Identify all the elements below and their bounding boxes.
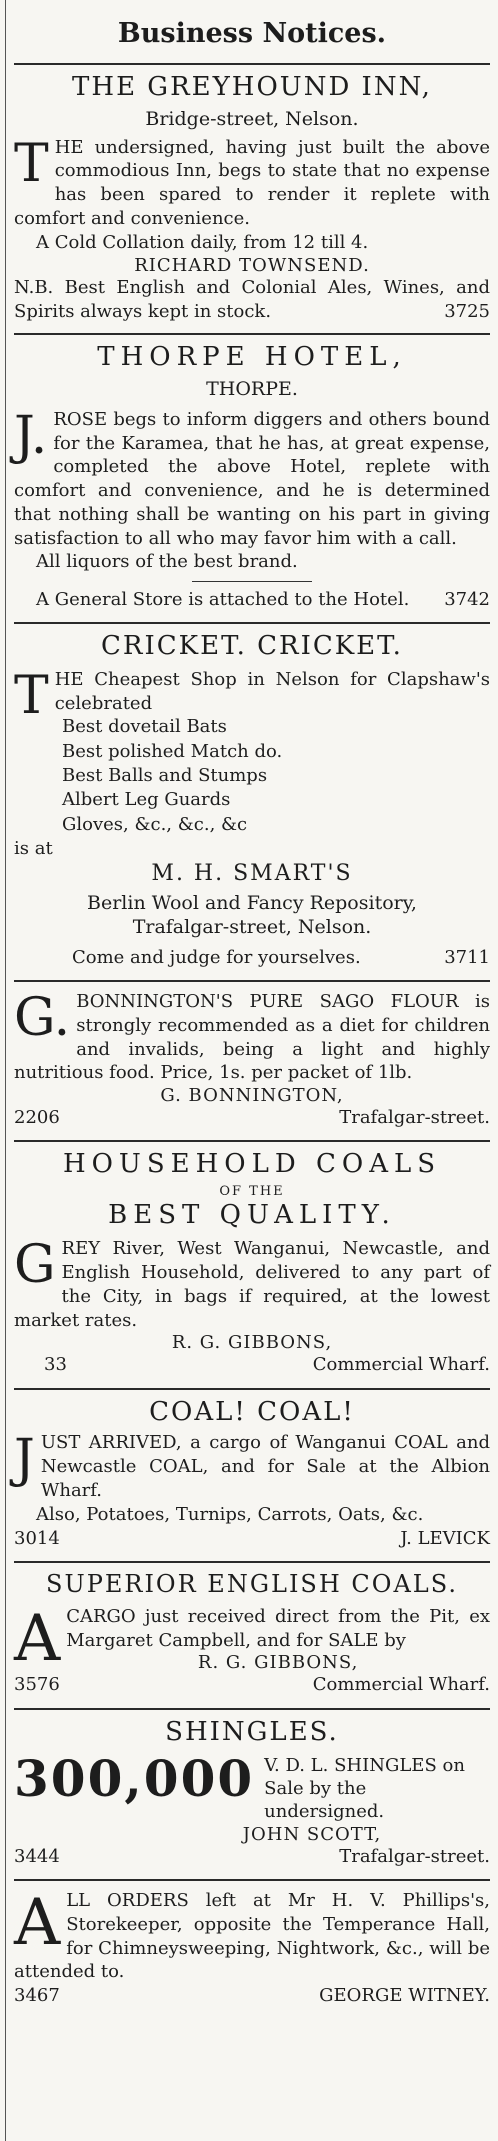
ad-street: Trafalgar-street. <box>339 1107 490 1129</box>
ad-greyhound-inn <box>14 63 490 335</box>
ad-title: SHINGLES. <box>165 1716 339 1747</box>
ad-chimney-orders <box>14 1881 490 2018</box>
ad-body <box>14 1237 490 1332</box>
divider <box>192 581 312 582</box>
ad-footer <box>14 1673 490 1697</box>
ad-number: 3711 <box>444 946 490 968</box>
ad-signature: GEORGE WITNEY. <box>319 1985 490 2007</box>
ad-of-the: OF THE <box>219 1184 285 1200</box>
ad-number: 33 <box>44 1354 67 1376</box>
drop-capital: J <box>14 1429 35 1490</box>
section-heading: Business Notices. <box>117 18 387 49</box>
ad-title: THE GREYHOUND INN, <box>72 72 432 102</box>
ad-address: Bridge-street, Nelson. <box>145 107 359 130</box>
ad-cricket <box>14 624 490 982</box>
business-notices-column <box>14 0 490 2018</box>
ad-body <box>14 990 490 1085</box>
ad-coal-coal <box>14 1390 490 1564</box>
ad-nb-text: N.B. Best English and Colonial Ales, Wines, and Spirits always kept in stock. <box>14 276 490 322</box>
ad-number: 3576 <box>14 1674 60 1696</box>
ad-place: THORPE. <box>206 378 298 401</box>
ad-nb <box>14 276 490 324</box>
ad-number: 3444 <box>14 1845 60 1867</box>
ad-street: Trafalgar-street. <box>339 1845 490 1867</box>
ad-body-text: HE undersigned, having just built the above commodious Inn, begs to state that no expense has been spared to render it replete with comfort and convenience. <box>14 136 490 229</box>
ad-signature: R. G. GIBBONS, <box>171 1332 333 1354</box>
ad-signature: JOHN SCOTT, <box>242 1823 382 1845</box>
ad-footer <box>14 946 490 970</box>
ad-body-text: V. D. L. SHINGLES on Sale by the undersigned. <box>264 1754 465 1823</box>
ad-intro-text: HE Cheapest Shop in Nelson for Clapshaw's celebrated <box>54 668 490 714</box>
ad-place: Commercial Wharf. <box>312 1354 490 1376</box>
list-item: Best dovetail Bats <box>62 716 227 738</box>
drop-capital: A <box>14 1886 61 1961</box>
ad-title: SUPERIOR ENGLISH COALS. <box>46 1570 458 1599</box>
ad-footer <box>14 1353 490 1377</box>
ad-body <box>14 1748 490 1824</box>
ad-body-text: BONNINGTON'S PURE SAGO FLOUR is strongly recommended as a diet for children and invalids, being a light and highly nutritious food. Price, 1s. per packet of 1lb. <box>14 991 490 1084</box>
ad-body-text: REY River, West Wanganui, Newcastle, and English Household, delivered to any part of the City, in bags if required, at the lowest market rates. <box>14 1238 490 1331</box>
ad-thorpe-hotel <box>14 335 490 624</box>
ad-footer <box>14 588 490 612</box>
ad-body-text: UST ARRIVED, a cargo of Wanganui COAL and Newcastle COAL, and for Sale at the Albion Wharf. <box>40 1432 490 1501</box>
ad-signature: RICHARD TOWNSEND. <box>134 254 370 276</box>
drop-capital: T <box>14 133 49 194</box>
ad-number: 3014 <box>14 1528 60 1549</box>
drop-capital: A <box>14 1601 61 1676</box>
ad-footer <box>14 1984 490 2008</box>
ad-title: THORPE HOTEL, <box>97 342 407 373</box>
ad-shingles <box>14 1710 490 1881</box>
ad-intro <box>14 665 490 726</box>
drop-capital: G. <box>14 988 71 1049</box>
ad-body <box>14 1431 490 1502</box>
list-item: Albert Leg Guards <box>62 789 231 811</box>
ad-english-coals <box>14 1563 490 1709</box>
ad-title: HOUSEHOLD COALS <box>62 1149 442 1180</box>
ad-footer <box>14 1527 490 1551</box>
ad-number: 3725 <box>444 300 490 322</box>
ad-household-coals <box>14 1142 490 1389</box>
ad-liquors: All liquors of the best brand. <box>36 551 298 573</box>
ad-is-at: is at <box>14 837 53 859</box>
list-item: Best Balls and Stumps <box>62 765 268 787</box>
ad-number: 2206 <box>14 1107 60 1129</box>
column-rule <box>5 0 6 2141</box>
list-item: Gloves, &c., &c., &c <box>62 813 248 835</box>
ad-title-2: BEST QUALITY. <box>108 1200 396 1231</box>
ad-also: Also, Potatoes, Turnips, Carrots, Oats, &c. <box>36 1503 424 1525</box>
ad-shop: M. H. SMART'S <box>151 861 353 887</box>
ad-count: 300,000 <box>14 1748 255 1808</box>
ad-title: COAL! COAL! <box>149 1396 355 1427</box>
ad-body <box>14 1886 490 1984</box>
ad-footer <box>14 1845 490 1869</box>
ad-number: 3742 <box>444 588 490 610</box>
ad-body <box>14 405 490 551</box>
list-item: Best polished Match do. <box>62 740 283 762</box>
drop-capital: J. <box>14 405 48 466</box>
ad-footer <box>14 1106 490 1130</box>
ad-collation: A Cold Collation daily, from 12 till 4. <box>36 231 369 253</box>
ad-closing: Come and judge for yourselves. <box>72 946 361 968</box>
ad-body-text: LL ORDERS left at Mr H. V. Phillips's, Storekeeper, opposite the Temperance Hall, for Chimneysweeping, Nightwork, &c., will be attended to. <box>14 1890 490 1983</box>
drop-capital: T <box>14 665 49 726</box>
ad-place: Commercial Wharf. <box>312 1674 490 1696</box>
ad-title: CRICKET. CRICKET. <box>101 631 403 662</box>
ad-body-text: CARGO just received direct from the Pit, ex Margaret Campbell, and for SALE by <box>66 1605 490 1651</box>
ad-body-text: ROSE begs to inform diggers and others bound for the Karamea, that he has, at great expense, completed the above Hotel, replete with comfort and convenience, and he is determined that nothing shall be wanting on his part in giving satisfaction to all who may favor him with a call. <box>14 408 490 549</box>
ad-shop-street: Trafalgar-street, Nelson. <box>132 916 372 939</box>
ad-signature: G. BONNINGTON, <box>160 1085 344 1107</box>
ad-signature: J. LEVICK <box>400 1528 490 1549</box>
ad-body <box>14 133 490 231</box>
drop-capital: G <box>14 1235 56 1296</box>
ad-signature: R. G. GIBBONS, <box>197 1652 359 1674</box>
ad-store: A General Store is attached to the Hotel. <box>36 588 410 610</box>
ad-number: 3467 <box>14 1985 60 2007</box>
ad-shop-desc: Berlin Wool and Fancy Repository, <box>87 891 417 914</box>
ad-sago-flour <box>14 982 490 1142</box>
